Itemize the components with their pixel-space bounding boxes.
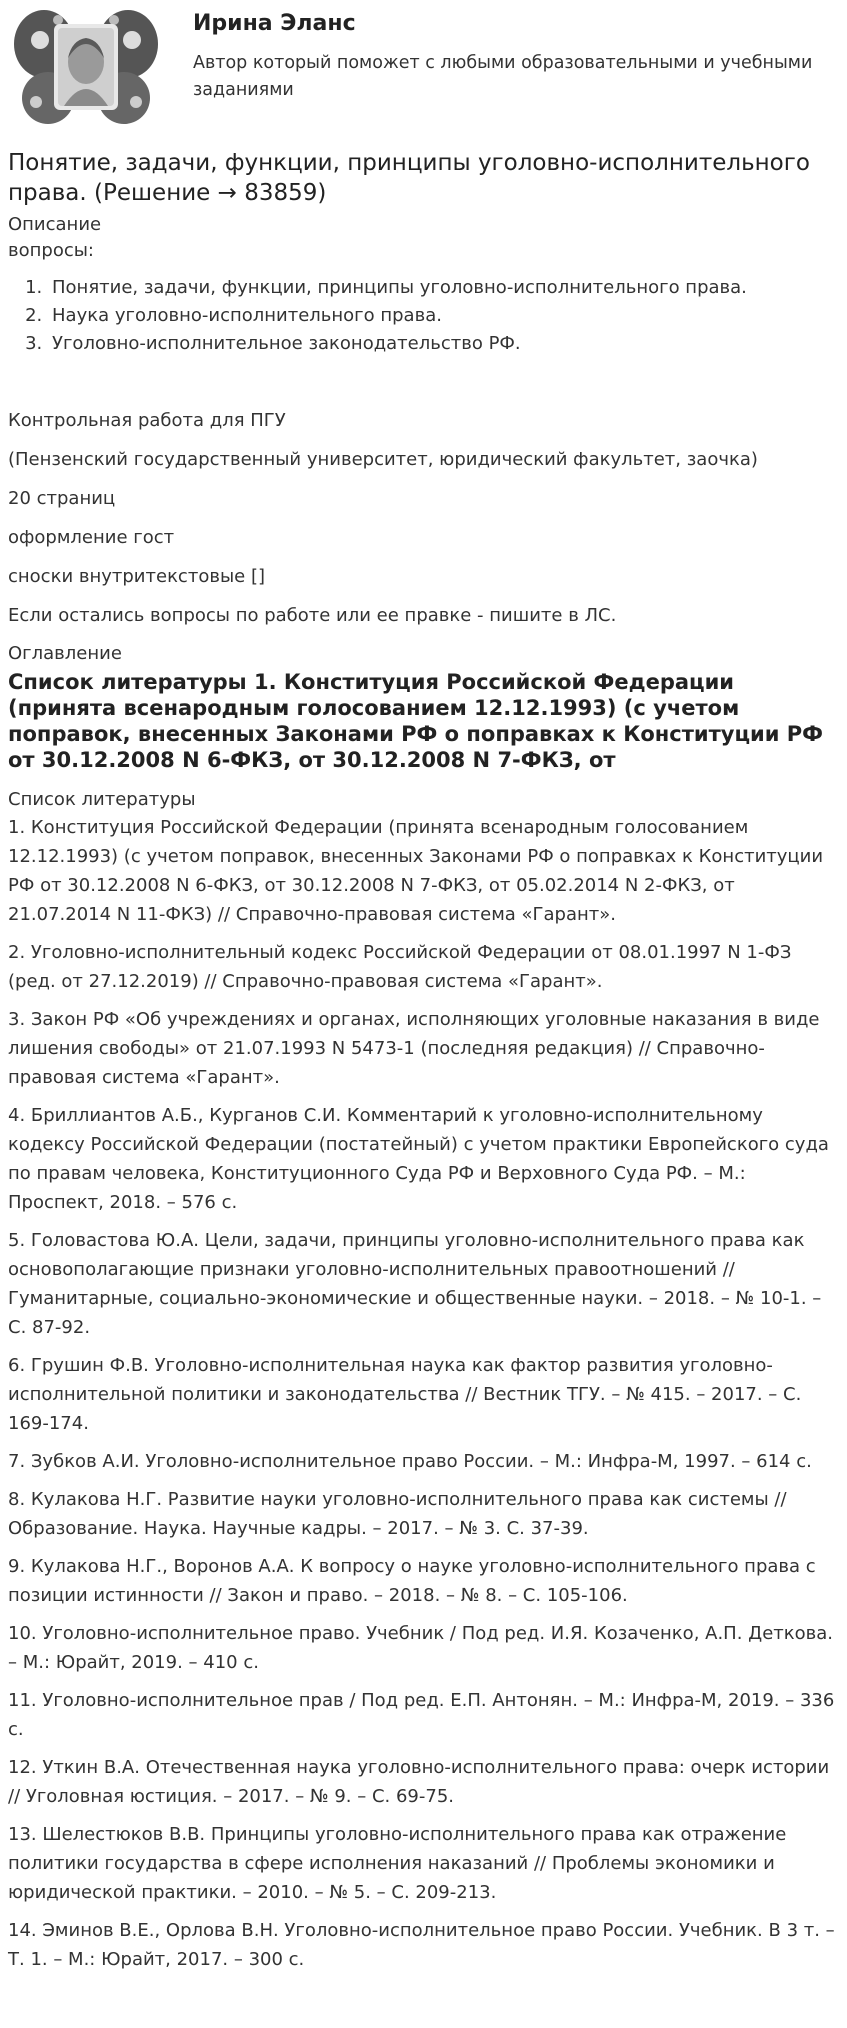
description-label: Описание — [8, 214, 102, 235]
reference-item: 8. Кулакова Н.Г. Развитие науки уголовно-исполнительного права как системы // Образование. Наука. Научные кадры. – 2017. – № 3. С. 37-39. — [8, 1489, 787, 1539]
detail-line: Контрольная работа для ПГУ — [8, 410, 286, 431]
reference-item: 1. Конституция Российской Федерации (принята всенародным голосованием 12.12.1993) (с учетом поправок, внесенных Законами РФ о поправках к Конституции РФ от 30.12.2008 N 6-ФКЗ, от 30.12.2008 N 7-ФКЗ, от 05.02.2014 N 2-ФКЗ, от 21.07.2014 N 11-ФКЗ) // Справочно-правовая система «Гарант». — [8, 817, 824, 925]
detail-line: Если остались вопросы по работе или ее правке - пишите в ЛС. — [8, 605, 617, 626]
reference-item: 3. Закон РФ «Об учреждениях и органах, исполняющих уголовные наказания в виде лишения свободы» от 21.07.1993 N 5473-1 (последняя редакция) // Справочно-правовая система «Гарант». — [8, 1009, 820, 1088]
reference-item: 9. Кулакова Н.Г., Воронов А.А. К вопросу о науке уголовно-исполнительного права с позиции истинности // Закон и право. – 2018. – № 8. – С. 105-106. — [8, 1556, 816, 1606]
author-card — [8, 0, 839, 130]
reference-item: 4. Бриллиантов А.Б., Курганов С.И. Комментарий к уголовно-исполнительному кодексу Российской Федерации (постатейный) с учетом практики Европейского суда по правам человека, Конституционного Суда РФ и Верховного Суда РФ. – М.: Проспект, 2018. – 576 с. — [8, 1105, 829, 1213]
bibliography-label: Список литературы — [8, 789, 196, 810]
work-title: Понятие, задачи, функции, принципы уголовно-исполнительного права. (Решение → 83859) — [8, 150, 810, 206]
reference-item: 5. Головастова Ю.А. Цели, задачи, принципы уголовно-исполнительного права как основополагающие признаки уголовно-исполнительных правоотношений // Гуманитарные, социально-экономические и общественные науки. – 2018. – № 10-1. – С. 87-92. — [8, 1230, 822, 1338]
detail-line: сноски внутритекстовые [] — [8, 566, 265, 587]
references-list — [8, 813, 839, 1974]
questions-list — [8, 274, 839, 358]
author-info — [193, 10, 833, 104]
question-item: 1. Понятие, задачи, функции, принципы уголовно-исполнительного права. — [48, 274, 839, 302]
question-item: 2. Наука уголовно-исполнительного права. — [48, 302, 839, 330]
reference-item: 13. Шелестюков В.В. Принципы уголовно-исполнительного права как отражение политики государства в сфере исполнения наказаний // Проблемы экономики и юридической практики. – 2010. – № 5. – С. 209-213. — [8, 1824, 787, 1903]
reference-item: 12. Уткин В.А. Отечественная наука уголовно-исполнительного права: очерк истории // Уголовная юстиция. – 2017. – № 9. – С. 69-75. — [8, 1757, 830, 1807]
reference-item: 14. Эминов В.Е., Орлова В.Н. Уголовно-исполнительное право России. Учебник. В 3 т. – Т. 1. – М.: Юрайт, 2017. – 300 с. — [8, 1920, 835, 1970]
toc-heading: Список литературы 1. Конституция Российской Федерации (принята всенародным голосованием 12.12.1993) (с учетом поправок, внесенных Законами РФ о поправках к Конституции РФ от 30.12.2008 N 6-ФКЗ, от 30.12.2008 N 7-ФКЗ, от — [8, 670, 824, 772]
detail-line: (Пензенский государственный университет, юридический факультет, заочка) — [8, 449, 758, 470]
reference-item: 10. Уголовно-исполнительное право. Учебник / Под ред. И.Я. Козаченко, А.П. Детковa. – М.: Юрайт, 2019. – 410 с. — [8, 1623, 834, 1673]
detail-line: 20 страниц — [8, 488, 116, 509]
author-name[interactable]: Ирина Эланс — [193, 11, 356, 36]
reference-item: 7. Зубков А.И. Уголовно-исполнительное право России. – М.: Инфра-М, 1997. – 614 с. — [8, 1451, 812, 1472]
author-description: Автор который поможет с любыми образовательными и учебными заданиями — [193, 53, 813, 100]
reference-item: 6. Грушин Ф.В. Уголовно-исполнительная наука как фактор развития уголовно-исполнительной политики и законодательства // Вестник ТГУ. – № 415. – 2017. – С. 169-174. — [8, 1355, 802, 1434]
reference-item: 11. Уголовно-исполнительное прав / Под ред. Е.П. Антонян. – М.: Инфра-М, 2019. – 336 с. — [8, 1690, 835, 1740]
question-item: 3. Уголовно-исполнительное законодательство РФ. — [48, 330, 839, 358]
toc-label: Оглавление — [8, 643, 122, 664]
spacer — [8, 358, 839, 408]
detail-line: оформление гост — [8, 527, 175, 548]
reference-item: 2. Уголовно-исполнительный кодекс Российской Федерации от 08.01.1997 N 1-ФЗ (ред. от 27.12.2019) // Справочно-правовая система «Гарант». — [8, 942, 792, 992]
author-avatar[interactable] — [14, 6, 158, 126]
questions-label: вопросы: — [8, 240, 95, 261]
